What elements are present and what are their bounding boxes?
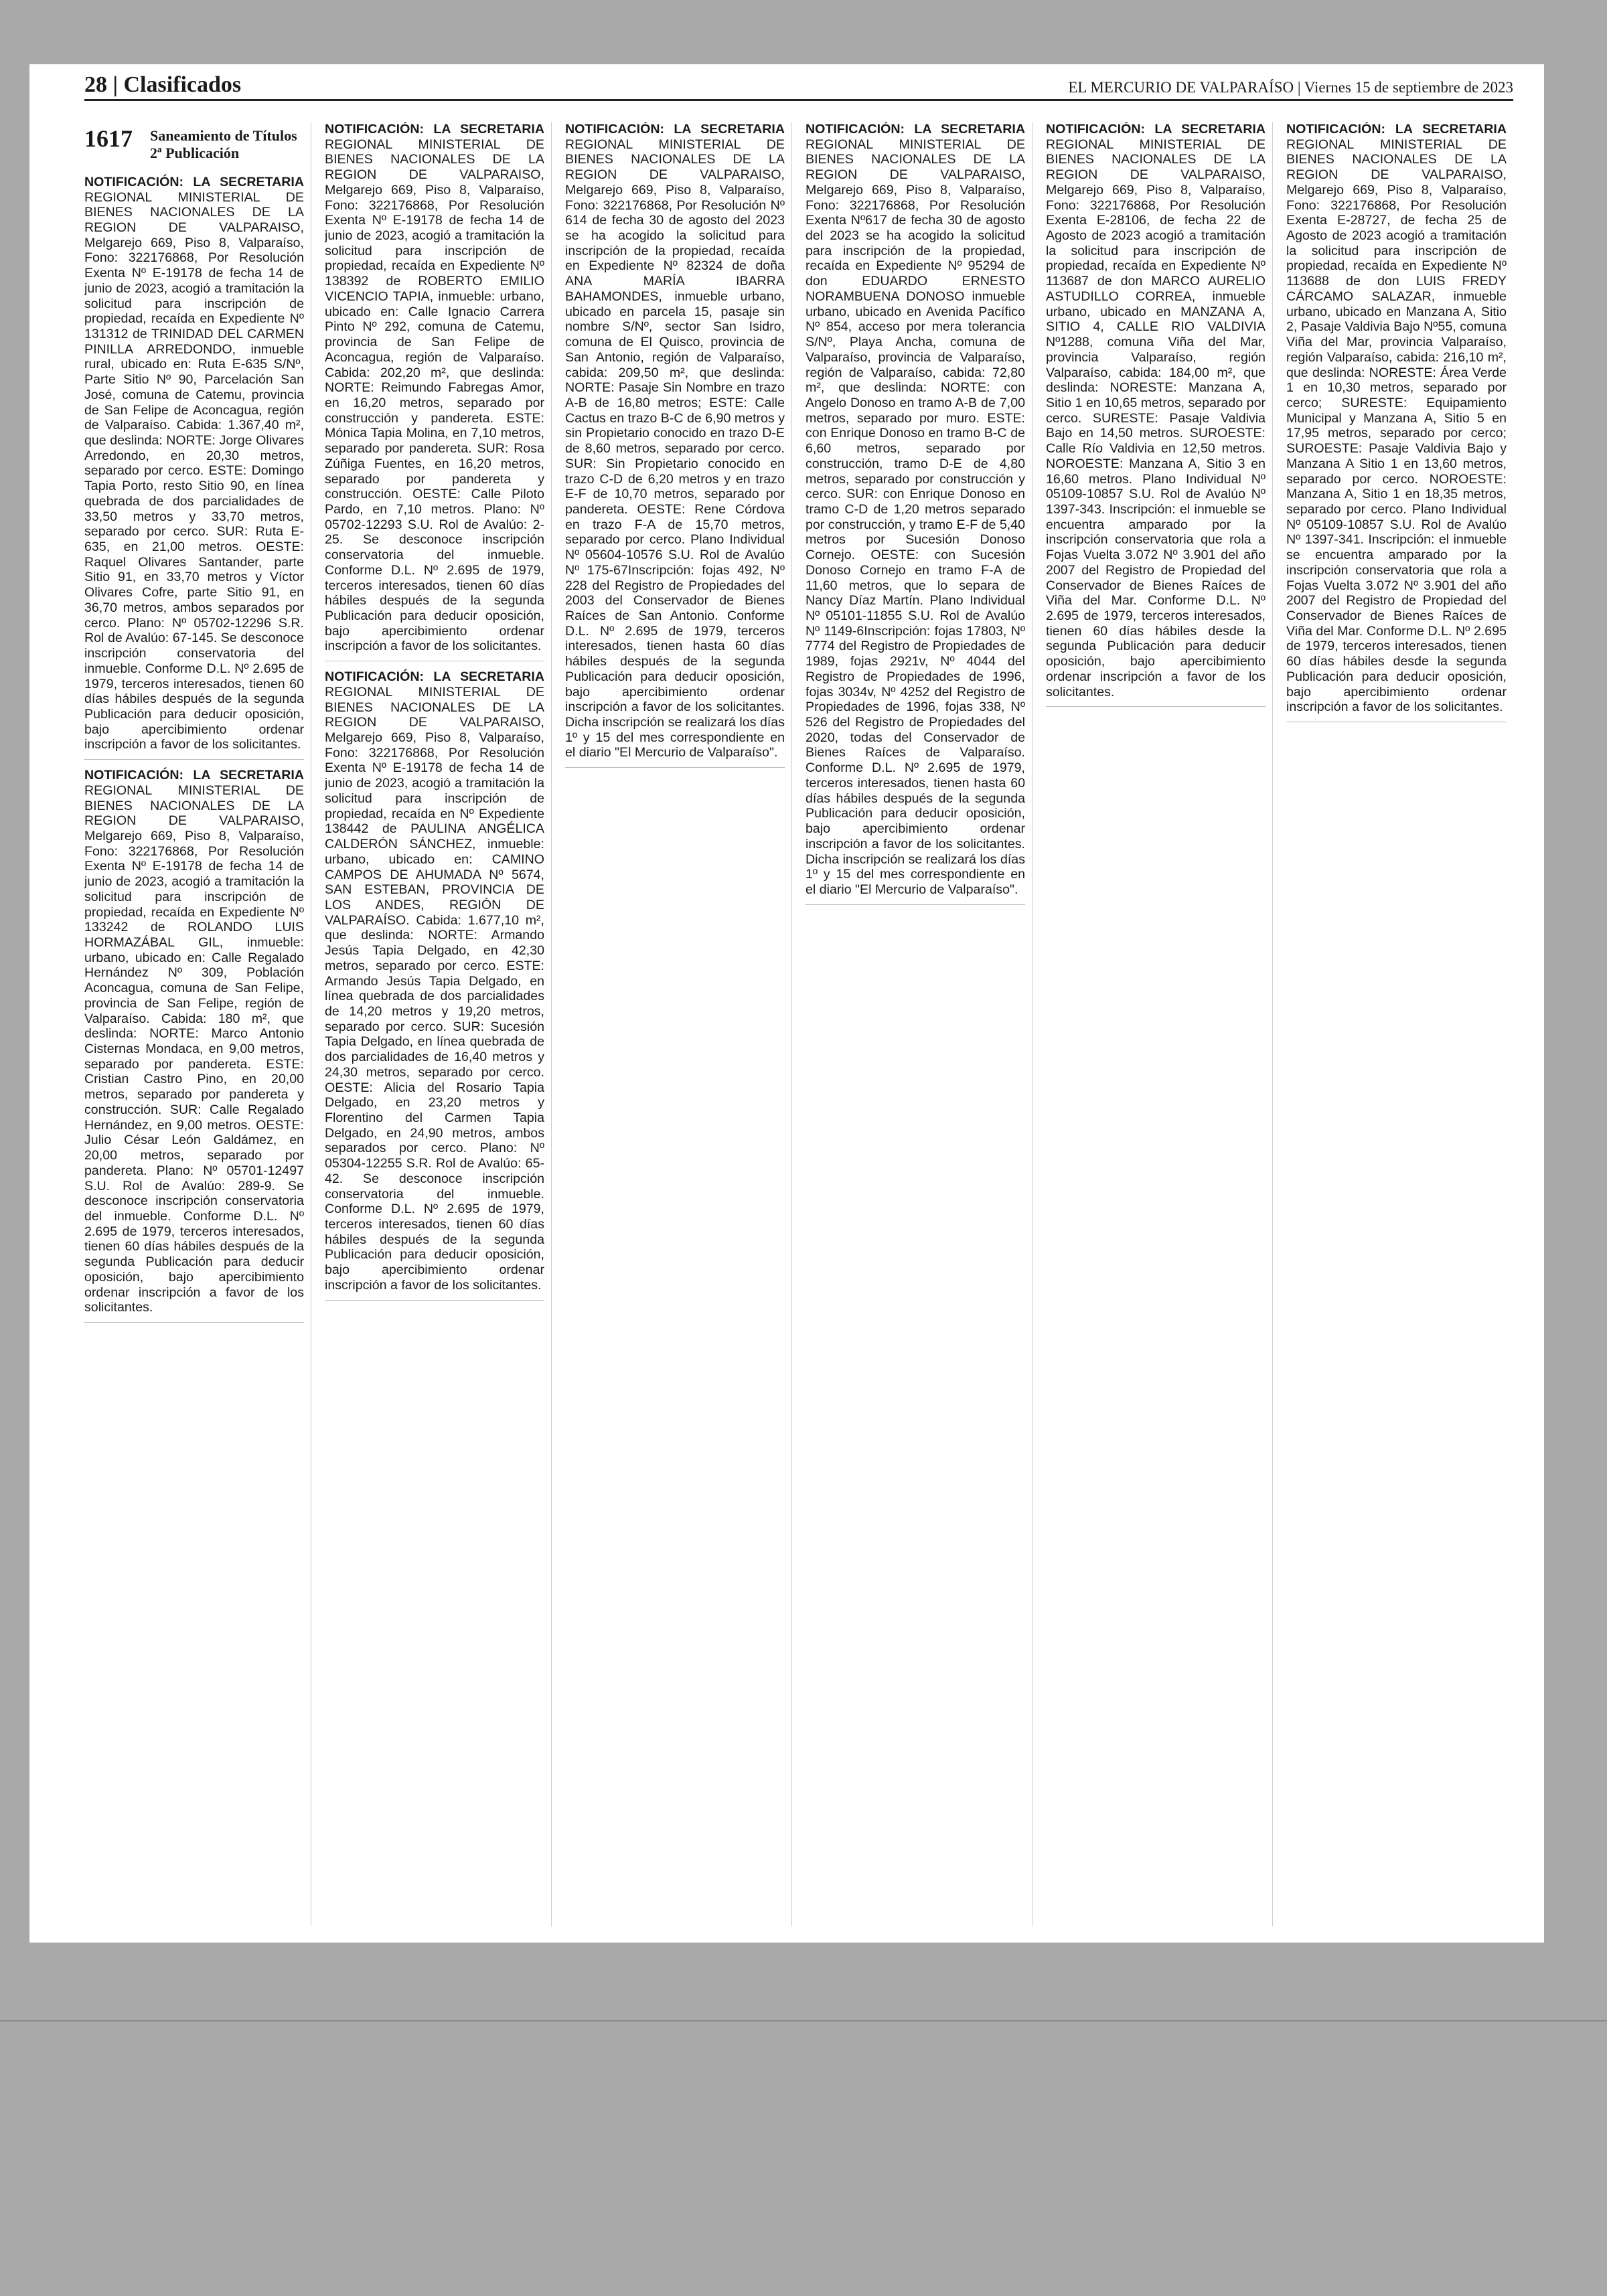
notice bbox=[565, 122, 785, 768]
classified-label: Saneamiento de Títulos bbox=[150, 127, 297, 144]
notice bbox=[806, 122, 1025, 905]
notice-heading: NOTIFICACIÓN: LA SECRETARIA bbox=[1046, 122, 1266, 137]
notice-heading: NOTIFICACIÓN: LA SECRETARIA bbox=[806, 122, 1025, 137]
notice-body: REGIONAL MINISTERIAL DE BIENES NACIONALES DE LA REGION DE VALPARAISO, Melgarejo 669, Piso 8, Valparaíso, Fono: 322176868, Por Resolución Nº 614 de fecha 30 de agosto del 2023 se ha acogido la solicitud para inscripción de la propiedad, recaída en Expediente Nº 82324 de doña ANA MARÍA IBARRA BAHAMONDES, inmueble urbano, ubicado en parcela 15, pasaje sin nombre S/Nº, sector San Isidro, comuna de El Quisco, provincia de San Antonio, región de Valparaíso, cabida: 209,50 m², que deslinda: NORTE: Pasaje Sin Nombre en trazo A-B de 16,80 metros; ESTE: Calle Cactus en trazo B-C de 6,90 metros y sin Propietario conocido en trazo D-E de 8,60 metros, separado por cerco. SUR: Sin Propietario conocido en trazo C-D de 6,20 metros y en trazo E-F de 10,70 metros, separado por pandereta. OESTE: Rene Córdova en trazo F-A de 15,70 metros, separado por cerco. Plano Individual Nº 05604-10576 S.U. Rol de Avalúo Nº 175-67Inscripción: fojas 492, Nº 228 del Registro de Propiedades del 2003 del Conservador de Bienes Raíces de San Antonio. Conforme D.L. Nº 2.695 de 1979, terceros interesados, tienen hasta 60 días hábiles después de la segunda Publicación para deducir oposición, bajo apercibimiento ordenar inscripción a favor de los solicitantes. Dicha inscripción se realizará los días 1º y 15 del mes correspondiente en el diario "El Mercurio de Valparaíso". bbox=[565, 137, 785, 760]
page-header bbox=[84, 64, 1513, 101]
notice-body: REGIONAL MINISTERIAL DE BIENES NACIONALES DE LA REGION DE VALPARAISO, Melgarejo 669, Piso 8, Valparaíso, Fono: 322176868, Por Resolución Exenta Nº E-19178 de fecha 14 de junio de 2023, acogió a tramitación la solicitud para inscripción de propiedad, recaída en Nº Expediente 138442 de PAULINA ANGÉLICA CALDERÓN SÁNCHEZ, inmueble: urbano, ubicado en: CAMINO CAMPOS DE AHUMADA Nº 5674, SAN ESTEBAN, PROVINCIA DE LOS ANDES, REGIÓN DE VALPARAÍSO. Cabida: 1.677,10 m², que deslinda: NORTE: Armando Jesús Tapia Delgado, en 42,30 metros, separado por cerco. ESTE: Armando Jesús Tapia Delgado, en línea quebrada de dos parcialidades de 14,20 metros y 19,20 metros, separado por cerco. SUR: Sucesión Tapia Delgado, en línea quebrada de dos parcialidades de 16,40 metros y 24,30 metros, separado por cerco. OESTE: Alicia del Rosario Tapia Delgado, en 23,20 metros y Florentino del Carmen Tapia Delgado, en 24,90 metros, ambos separados por cerco. Plano: Nº 05304-12255 S.R. Rol de Avalúo: 65-42. Se desconoce inscripción conservatoria del inmueble. Conforme D.L. Nº 2.695 de 1979, terceros interesados, tienen 60 días hábiles después de la segunda Publicación para deducir oposición, bajo apercibimiento ordenar inscripción a favor de los solicitantes. bbox=[325, 684, 544, 1293]
notice-heading: NOTIFICACIÓN: LA SECRETARIA bbox=[84, 768, 304, 783]
column-2 bbox=[325, 122, 552, 1926]
column-1 bbox=[84, 122, 311, 1926]
publication-label: 2ª Publicación bbox=[150, 145, 240, 162]
classified-code: 1617 bbox=[84, 125, 133, 152]
newspaper-page bbox=[29, 64, 1544, 1943]
notice-body: REGIONAL MINISTERIAL DE BIENES NACIONALES DE LA REGION DE VALPARAISO, Melgarejo 669, Piso 8, Valparaíso, Fono: 322176868, Por Resolución Exenta E-28106, de fecha 22 de Agosto de 2023 acogió a tramitación la solicitud para inscripción de propiedad, recaída en Expediente Nº 113687 de don MARCO AURELIO ASTUDILLO CORREA, inmueble urbano, ubicado en MANZANA A, SITIO 4, CALLE RIO VALDIVIA Nº1288, comuna Viña del Mar, provincia Valparaíso, región Valparaíso, cabida: 184,00 m², que deslinda: NORESTE: Manzana A, Sitio 1 en 10,65 metros, separado por cerco. SURESTE: Pasaje Valdivia Bajo en 14,50 metros. SUROESTE: Calle Río Valdivia en 12,50 metros. NOROESTE: Manzana A, Sitio 3 en 16,60 metros. Plano Individual Nº 05109-10857 S.U. Rol de Avalúo Nº 1397-343. Inscripción: el inmueble se encuentra amparado por la inscripción conservatoria que rola a Fojas Vuelta 3.072 Nº 3.901 del año 2007 del Registro de Propiedad del Conservador de Bienes Raíces de Viña del Mar. Conforme D.L. Nº 2.695 de 1979, terceros interesados, tienen 60 días hábiles desde la segunda Publicación para deducir oposición, bajo apercibimiento ordenar inscripción a favor de los solicitantes. bbox=[1046, 137, 1266, 700]
notice-body: REGIONAL MINISTERIAL DE BIENES NACIONALES DE LA REGION DE VALPARAISO, Melgarejo 669, Piso 8, Valparaíso, Fono: 322176868, Por Resolución Exenta E-28727, de fecha 25 de Agosto de 2023 acogió a tramitación la solicitud para inscripción de propiedad, recaída en Expediente Nº 113688 de don LUIS FREDY CÁRCAMO SALAZAR, inmueble urbano, ubicado en Manzana A, Sitio 2, Pasaje Valdivia Bajo Nº55, comuna Viña del Mar, provincia Valparaíso, región Valparaíso, cabida: 216,10 m², que deslinda: NORESTE: Área Verde 1 en 10,30 metros, separado por cerco; SURESTE: Equipamiento Municipal y Manzana A, Sitio 5 en 17,95 metros, separado por cerco; SUROESTE: Pasaje Valdivia Bajo y Manzana A Sitio 1 en 13,60 metros, separado por cerco. NOROESTE: Manzana A, Sitio 1 en 18,35 metros, separado por cerco. Plano Individual Nº 05109-10857 S.U. Rol de Avalúo Nº 1397-341. Inscripción: el inmueble se encuentra amparado por la inscripción conservatoria que rola a Fojas Vuelta 3.072 Nº 3.901 del año 2007 del Registro de Propiedad del Conservador de Bienes Raíces de Viña del Mar. Conforme D.L. Nº 2.695 de 1979, terceros interesados, tienen 60 días hábiles desde la segunda Publicación para deducir oposición, bajo apercibimiento ordenar inscripción a favor de los solicitantes. bbox=[1286, 137, 1507, 715]
column-5 bbox=[1046, 122, 1273, 1926]
notice-body: REGIONAL MINISTERIAL DE BIENES NACIONALES DE LA REGION DE VALPARAISO, Melgarejo 669, Piso 8, Valparaíso, Fono: 322176868, Por Resolución Exenta Nº617 de fecha 30 de agosto del 2023 se ha acogido la solicitud para inscripción de la propiedad, recaída en Expediente Nº 95294 de don EDUARDO ERNESTO NORAMBUENA DONOSO inmueble urbano, ubicado en Avenida Pacífico Nº 854, acceso por mera tolerancia S/Nº, Playa Ancha, comuna de Valparaíso, provincia de Valparaíso, región de Valparaíso, cabida: 72,80 m², que deslinda: NORTE: con Angelo Donoso en tramo A-B de 7,00 metros, separado por muro. ESTE: con Enrique Donoso en tramo B-C de 6,60 metros, separado por construcción, tramo D-E de 4,80 metros, separado por construcción y cerco. SUR: con Enrique Donoso en tramo C-D de 1,20 metros separado por construcción, y tramo E-F de 5,40 metros por Sucesión Donoso Cornejo. OESTE: con Sucesión Donoso Cornejo en tramo F-A de 11,60 metros, que lo separa de Nancy Díaz Martín. Plano Individual Nº 05101-11855 S.U. Rol de Avalúo Nº 1149-6Inscripción: fojas 17803, Nº 7774 del Registro de Propiedades de 1989, fojas 2921v, Nº 4044 del Registro de Propiedades de 1996, fojas 3034v, Nº 4252 del Registro de Propiedades de 1996, fojas 338, Nº 526 del Registro de Propiedades del 2020, todas del Conservador de Bienes Raíces de Valparaíso. Conforme D.L. Nº 2.695 de 1979, terceros interesados, tienen hasta 60 días hábiles después de la segunda Publicación para deducir oposición, bajo apercibimiento ordenar inscripción a favor de los solicitantes. Dicha inscripción se realizará los días 1º y 15 del mes correspondiente en el diario "El Mercurio de Valparaíso". bbox=[806, 137, 1025, 897]
bottom-divider bbox=[0, 2020, 1607, 2022]
notice bbox=[84, 175, 304, 760]
notice-heading: NOTIFICACIÓN: LA SECRETARIA bbox=[84, 174, 304, 189]
notice bbox=[1286, 122, 1507, 722]
classified-badge bbox=[84, 125, 304, 163]
notice-heading: NOTIFICACIÓN: LA SECRETARIA bbox=[325, 669, 544, 685]
notice-body: REGIONAL MINISTERIAL DE BIENES NACIONALES DE LA REGION DE VALPARAISO, Melgarejo 669, Piso 8, Valparaíso, Fono: 322176868, Por Resolución Exenta Nº E-19178 de fecha 14 de junio de 2023, acogió a tramitación la solicitud para inscripción de propiedad, recaída en Expediente Nº 138392 de ROBERTO EMILIO VICENCIO TAPIA, inmueble: urbano, ubicado en: Calle Ignacio Carrera Pinto Nº 292, comuna de Catemu, provincia de San Felipe de Aconcagua, región de Valparaíso. Cabida: 202,20 m², que deslinda: NORTE: Reimundo Fabregas Amor, en 16,20 metros, separado por construcción y pandereta. ESTE: Mónica Tapia Molina, en 7,10 metros, separado por pandereta. SUR: Rosa Zúñiga Fuentes, en 16,20 metros, separado por pandereta y construcción. OESTE: Calle Piloto Pardo, en 7,10 metros. Plano: Nº 05702-12293 S.U. Rol de Avalúo: 2-25. Se desconoce inscripción conservatoria del inmueble. Conforme D.L. Nº 2.695 de 1979, terceros interesados, tienen 60 días hábiles después de la segunda Publicación para deducir oposición, bajo apercibimiento ordenar inscripción a favor de los solicitantes. bbox=[325, 137, 544, 654]
notices-columns bbox=[84, 122, 1513, 1926]
column-3 bbox=[565, 122, 792, 1926]
notice-heading: NOTIFICACIÓN: LA SECRETARIA bbox=[1286, 122, 1507, 137]
notice bbox=[84, 768, 304, 1323]
section-title: 28 | Clasificados bbox=[84, 72, 242, 97]
column-4 bbox=[806, 122, 1032, 1926]
notice-heading: NOTIFICACIÓN: LA SECRETARIA bbox=[565, 122, 785, 137]
column-6 bbox=[1286, 122, 1513, 1926]
notice bbox=[325, 669, 544, 1300]
notice-heading: NOTIFICACIÓN: LA SECRETARIA bbox=[325, 122, 544, 137]
notice-body: REGIONAL MINISTERIAL DE BIENES NACIONALES DE LA REGION DE VALPARAISO, Melgarejo 669, Piso 8, Valparaíso, Fono: 322176868, Por Resolución Exenta Nº E-19178 de fecha 14 de junio de 2023, acogió a tramitación la solicitud para inscripción de propiedad, recaída en Expediente Nº 131312 de TRINIDAD DEL CARMEN PINILLA ARREDONDO, inmueble rural, ubicado en: Ruta E-635 S/Nº, Parte Sitio Nº 90, Parcelación San José, comuna de Catemu, provincia de San Felipe de Aconcagua, región de Valparaíso. Cabida: 1.367,40 m², que deslinda: NORTE: Jorge Olivares Arredondo, en 20,30 metros, separado por cerco. ESTE: Domingo Tapia Porto, resto Sitio 90, en línea quebrada de dos parcialidades de 33,50 metros y 33,70 metros, separado por cerco. SUR: Ruta E-635, en 21,00 metros. OESTE: Raquel Olivares Santander, parte Sitio 91, en 33,70 metros y Víctor Olivares Cofre, parte Sitio 91, en 36,70 metros, ambos separados por cerco. Plano: Nº 05702-12296 S.R. Rol de Avalúo: 67-145. Se desconoce inscripción conservatoria del inmueble. Conforme D.L. Nº 2.695 de 1979, terceros interesados, tienen 60 días hábiles después de la segunda Publicación para deducir oposición, bajo apercibimiento ordenar inscripción a favor de los solicitantes. bbox=[84, 189, 304, 752]
notice bbox=[1046, 122, 1266, 707]
newspaper-date: EL MERCURIO DE VALPARAÍSO | Viernes 15 de septiembre de 2023 bbox=[1068, 79, 1513, 96]
notice-body: REGIONAL MINISTERIAL DE BIENES NACIONALES DE LA REGION DE VALPARAISO, Melgarejo 669, Piso 8, Valparaíso, Fono: 322176868, Por Resolución Exenta Nº E-19178 de fecha 14 de junio de 2023, acogió a tramitación la solicitud para inscripción de propiedad, recaída en Expediente Nº 133242 de ROLANDO LUIS HORMAZÁBAL GIL, inmueble: urbano, ubicado en: Calle Regalado Hernández Nº 309, Población Aconcagua, comuna de San Felipe, provincia de San Felipe, región de Valparaíso. Cabida: 180 m², que deslinda: NORTE: Marco Antonio Cisternas Mondaca, en 9,00 metros, separado por pandereta. ESTE: Cristian Castro Pino, en 20,00 metros, separado por pandereta y construcción. SUR: Calle Regalado Hernández, en 9,00 metros. OESTE: Julio César León Galdámez, en 20,00 metros, separado por pandereta. Plano: Nº 05701-12497 S.U. Rol de Avalúo: 289-9. Se desconoce inscripción conservatoria del inmueble. Conforme D.L. Nº 2.695 de 1979, terceros interesados, tienen 60 días hábiles después de la segunda Publicación para deducir oposición, bajo apercibimiento ordenar inscripción a favor de los solicitantes. bbox=[84, 783, 304, 1315]
notice bbox=[325, 122, 544, 661]
